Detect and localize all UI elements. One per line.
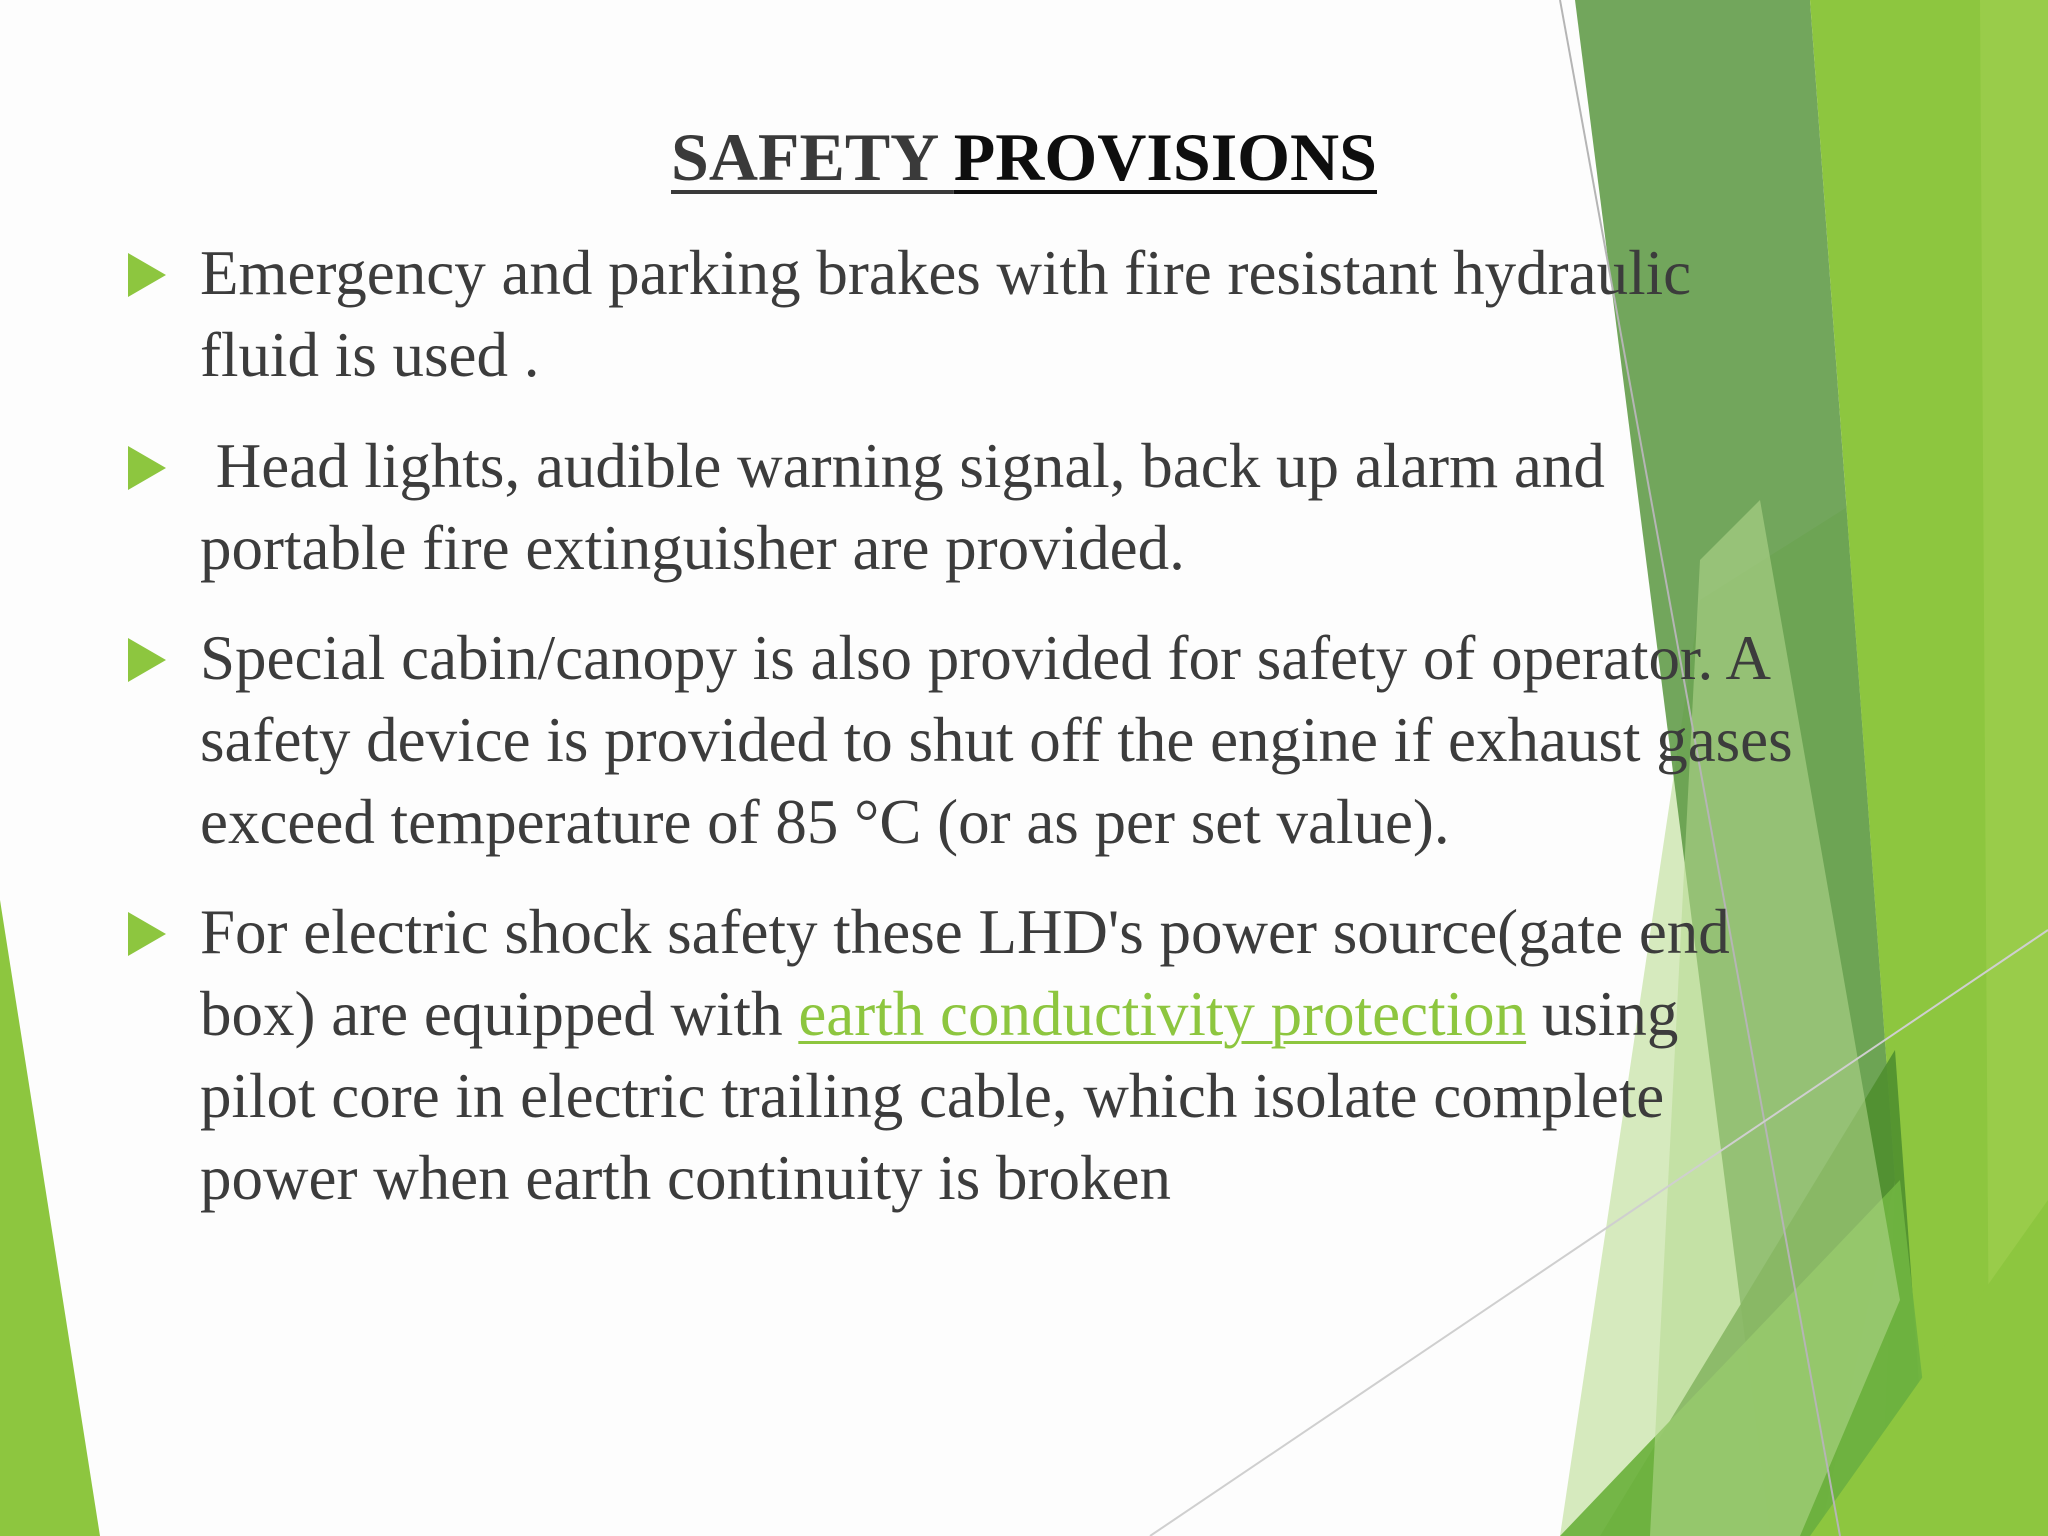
bullet-text-fragment: using (1526, 979, 1679, 1049)
bullet-line: safety device is provided to shut off the engine if exhaust gases (200, 705, 1793, 775)
green-triangle-arrow-icon (128, 253, 166, 297)
bullet-line: power when earth continuity is broken (200, 1143, 1171, 1213)
bullet-line: Emergency and parking brakes with fire resistant hydraulic (200, 238, 1692, 308)
bullet-text-fragment: box) are equipped with (200, 979, 799, 1049)
title-part-provisions: PROVISIONS (953, 119, 1377, 195)
bullet-line-with-link (200, 973, 1960, 1055)
bullet-line: Head lights, audible warning signal, back up alarm and (200, 431, 1605, 501)
bullet-line: pilot core in electric trailing cable, which isolate complete (200, 1061, 1665, 1131)
bullet-line: exceed temperature of 85 °C (or as per set value). (200, 787, 1450, 857)
bullet-line: fluid is used . (200, 320, 540, 390)
bullet-line: Special cabin/canopy is also provided for safety of operator. A (200, 623, 1772, 693)
green-triangle-arrow-icon (128, 912, 166, 956)
title-part-safety: SAFETY (671, 119, 954, 195)
bullet-line: portable fire extinguisher are provided. (200, 513, 1185, 583)
bullet-line: For electric shock safety these LHD's power source(gate end (200, 897, 1730, 967)
earth-conductivity-protection-link[interactable]: earth conductivity protection (798, 979, 1527, 1049)
green-triangle-arrow-icon (128, 446, 166, 490)
green-triangle-arrow-icon (128, 638, 166, 682)
